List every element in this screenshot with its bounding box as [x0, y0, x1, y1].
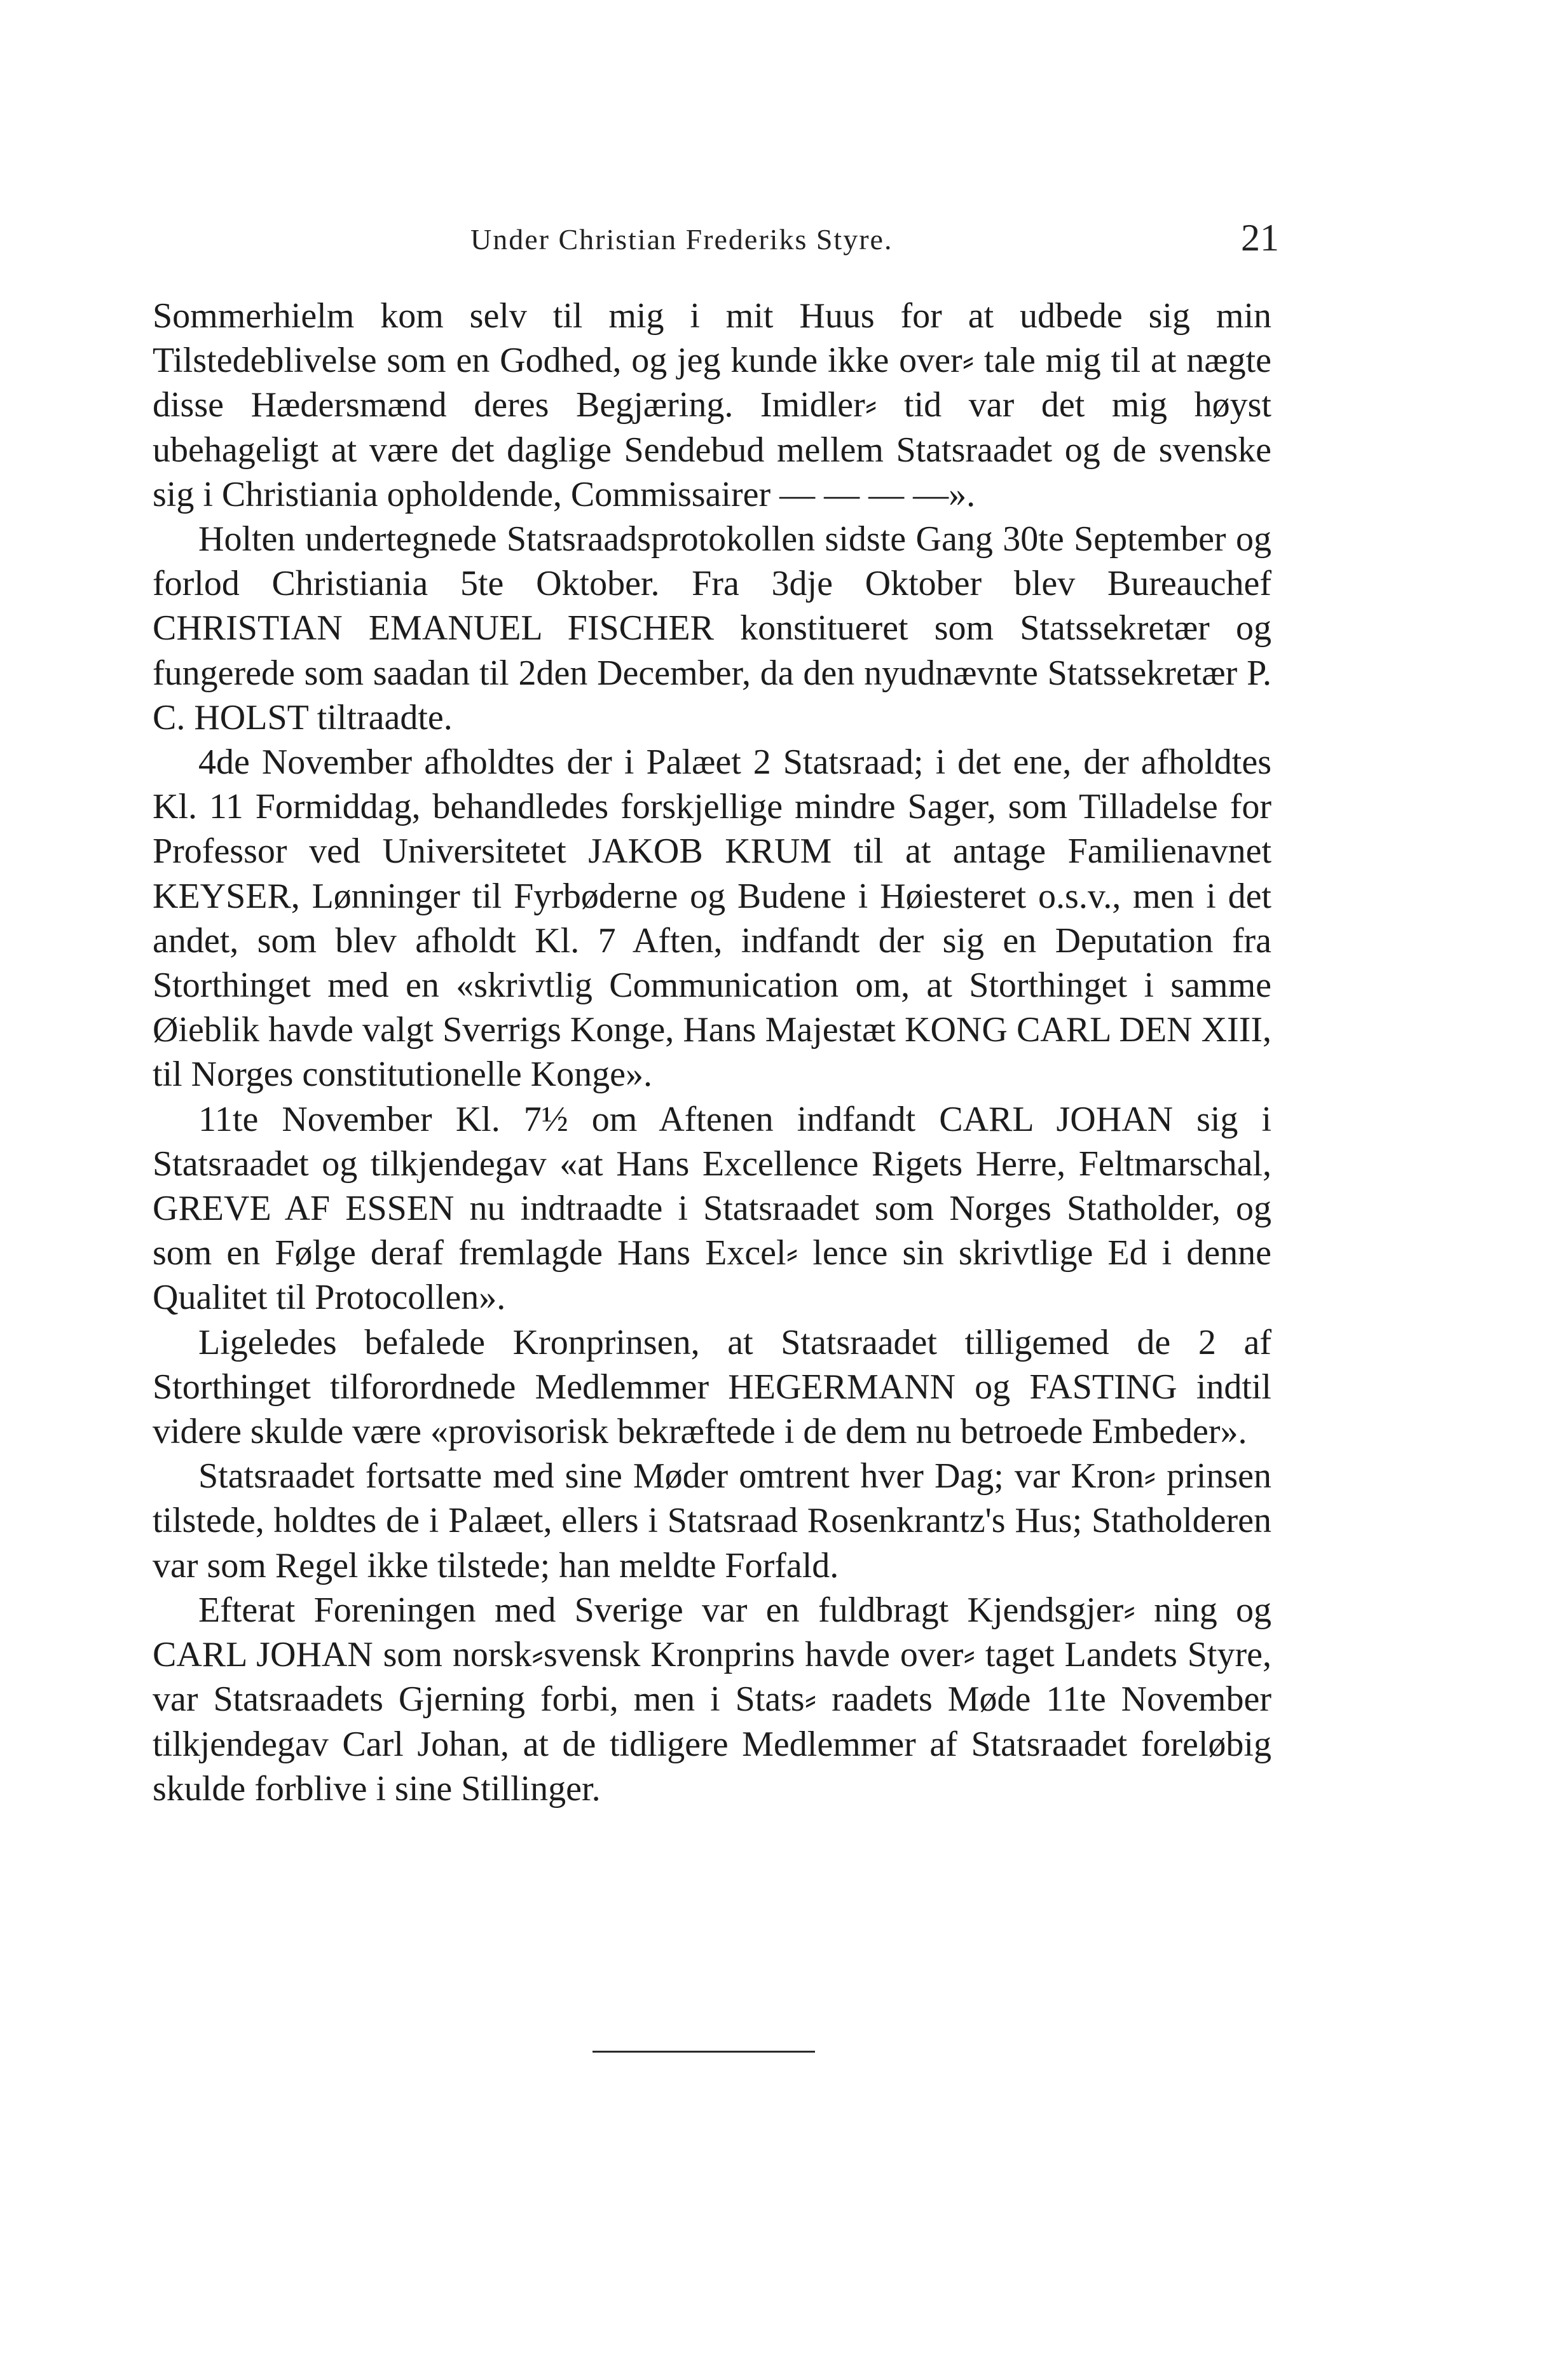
paragraph-1: Sommerhielm kom selv til mig i mit Huus for at udbede sig min Tilstedeblivelse som en Godhed, og jeg kunde ikke over⸗ tale mig til at nægte disse Hædersmænd deres Begjæring. Imidler⸗ tid var det mig høyst ubehageligt at være det daglige Sendebud mellem Statsraadet og de svenske sig i Christiania opholdende, Commissairer — — — —». — [153, 296, 1271, 514]
paragraph-7: Efterat Foreningen med Sverige var en fuldbragt Kjendsgjer⸗ ning og CARL JOHAN som norsk⸗svensk Kronprins havde over⸗ taget Landets Styre, var Statsraadets Gjerning forbi, men i Stats⸗ raadets Møde 11te November tilkjendegav Carl Johan, at de tidligere Medlemmer af Statsraadet foreløbig skulde forblive i sine Stillinger. — [153, 1590, 1271, 1809]
section-end-rule — [592, 2051, 815, 2053]
paragraph-2: Holten undertegnede Statsraadsprotokollen sidste Gang 30te September og forlod Christiania 5te Oktober. Fra 3dje Oktober blev Bureauchef CHRISTIAN EMANUEL FISCHER konstitueret som Statssekretær og fungerede som saadan til 2den December, da den nyudnævnte Statssekretær P. C. HOLST tiltraadte. — [153, 519, 1271, 737]
page-number: 21 — [1241, 217, 1279, 259]
running-title: Under Christian Frederiks Styre. — [470, 223, 893, 256]
body-text — [153, 294, 1271, 1811]
paragraph-3: 4de November afholdtes der i Palæet 2 Statsraad; i det ene, der afholdtes Kl. 11 Formiddag, behandledes forskjellige mindre Sager, som Tilladelse for Professor ved Universitetet JAKOB KRUM til at antage Familienavnet KEYSER, Lønninger til Fyrbøderne og Budene i Høiesteret o.s.v., men i det andet, som blev afholdt Kl. 7 Aften, indfandt der sig en Deputation fra Storthinget med en «skrivtlig Communication om, at Storthinget i samme Øieblik havde valgt Sverrigs Konge, Hans Majestæt KONG CARL DEN XIII, til Norges constitutionelle Konge». — [153, 742, 1271, 1095]
paragraph-5: Ligeledes befalede Kronprinsen, at Statsraadet tilligemed de 2 af Storthinget tilforordnede Medlemmer HEGERMANN og FASTING indtil videre skulde være «provisorisk bekræftede i de dem nu betroede Embeder». — [153, 1322, 1271, 1452]
paragraph-4: 11te November Kl. 7½ om Aftenen indfandt CARL JOHAN sig i Statsraadet og tilkjendegav «at Hans Excellence Rigets Herre, Feltmarschal, GREVE AF ESSEN nu indtraadte i Statsraadet som Norges Statholder, og som en Følge deraf fremlagde Hans Excel⸗ lence sin skrivtlige Ed i denne Qualitet til Protocollen». — [153, 1099, 1271, 1318]
running-head — [0, 216, 1541, 267]
paragraph-6: Statsraadet fortsatte med sine Møder omtrent hver Dag; var Kron⸗ prinsen tilstede, holdtes de i Palæet, ellers i Statsraad Rosenkrantz's Hus; Statholderen var som Regel ikke tilstede; han meldte Forfald. — [153, 1456, 1271, 1585]
